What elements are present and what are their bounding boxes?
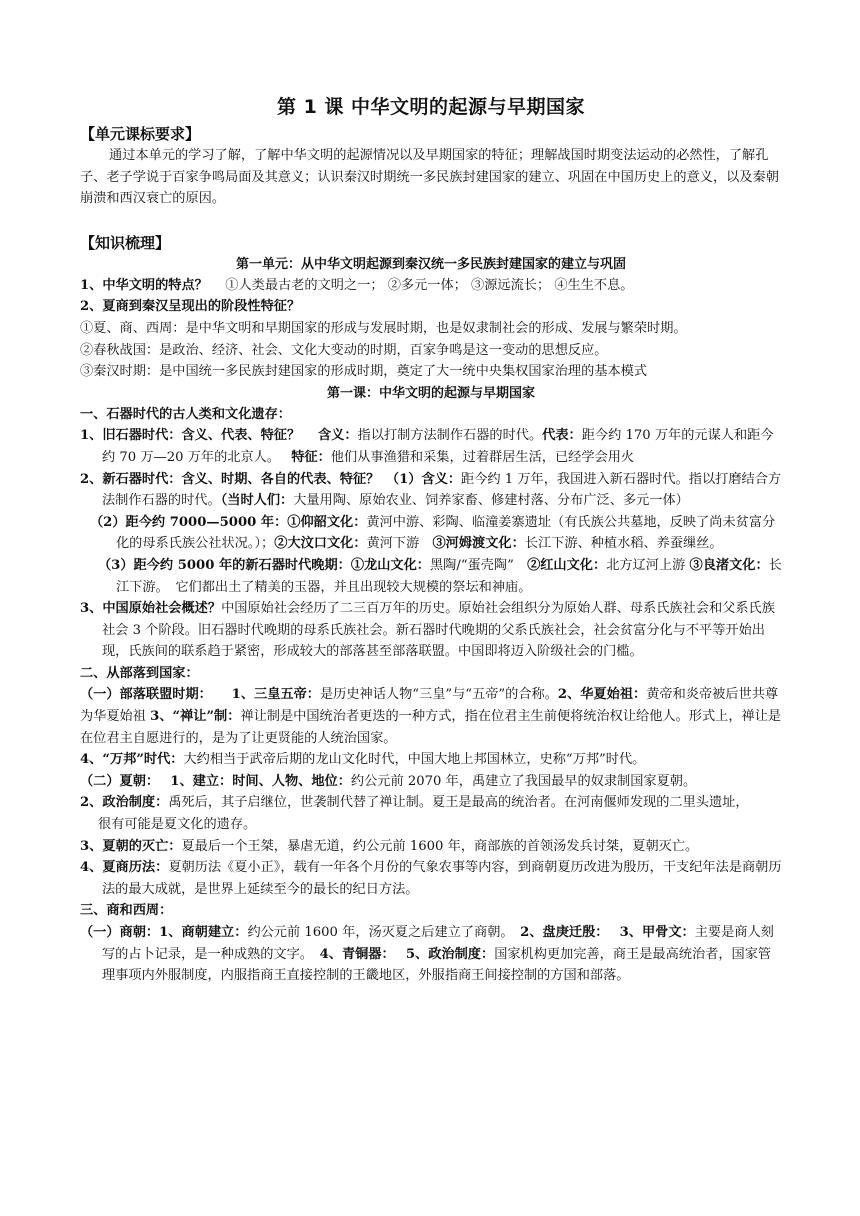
stage-spring-autumn: ②春秋战国：是政治、经济、社会、文化大变动的时期，百家争鸣是这一变动的思想反应。: [80, 342, 608, 358]
item-primitive-society: 3、中国原始社会概述？中国原始社会经历了二三百万年的历史。原始社会组织分为原始人群、母系氏族社会和父系氏族社会 3 个阶段。旧石器时代晚期的母系氏族社会。新石器时代晚期的父系氏族社会，社会贫富分化与不平等开始出现，氏族间的联系趋于紧密，形成较大的部落甚至部落联盟。中国即将迈入阶级社会的门槛。: [80, 601, 775, 660]
item-tribal-alliance: （一）部落联盟时期： 1、三皇五帝：是历史神话人物“三皇”与“五帝”的合称。2、华夏始祖：黄帝和炎帝被后世共尊为华夏始祖 3、“禅让”制：禅让制是中国统治者更迭的一种方式，指在位君主生前便将统治权让给他人。形式上，禅让是在位君主自愿进行的，是为了让更贤能的人统治国家。: [80, 687, 782, 746]
item-xia-fall: 3、夏朝的灭亡：夏最后一个王桀，暴虐无道，约公元前 1600 年，商部族的首领汤发兵讨桀，夏朝灭亡。: [80, 838, 699, 854]
item-shang: （一）商朝：1、商朝建立：约公元前 1600 年，汤灭夏之后建立了商朝。 2、盘庚迁殷： 3、甲骨文：主要是商人刻写的占卜记录，是一种成熟的文字。 4、青铜器： 5、政治制度：国家机构更加完善，商王是最高统治者，国家管理事项内外服制度，内服指商王直接控制的王畿地区，外服指商王间接控制的方国和部落。: [80, 925, 774, 984]
stage-xia-shang-zhou: ①夏、商、西周：是中华文明和早期国家的形成与发展时期，也是奴隶制社会的形成、发展与繁荣时期。: [80, 320, 687, 336]
item-xia-politics: 2、政治制度：禹死后，其子启继位，世袭制代替了禅让制。夏王是最高的统治者。在河南偃师发现的二里头遗址，: [80, 795, 749, 811]
section-3-heading: 三、商和西周：: [80, 903, 173, 919]
item-neolithic-period-3: （3）距今约 5000 年的新石器时代晚期：①龙山文化：黑陶/“蛋壳陶” ②红山文化：北方辽河上游 ③良渚文化：长江下游。 它们都出土了精美的玉器，并且出现较大规模的祭坛和神庙。: [98, 557, 782, 595]
item-xia-founding: （二）夏朝： 1、建立：时间、人物、地位：约公元前 2070 年，禹建立了我国最早的奴隶制国家夏朝。: [80, 773, 697, 789]
section-1-heading: 一、石器时代的古人类和文化遗存：: [80, 406, 291, 422]
section-heading-requirements: 【单元课标要求】: [80, 125, 201, 143]
section-2-heading: 二、从部落到国家：: [80, 665, 199, 681]
spacer: [80, 210, 782, 232]
item-calendar: 4、夏商历法：夏朝历法《夏小正》，载有一年各个月份的气象农事等内容，到商朝夏历改进为殷历，干支纪年法是商朝历法的最大成就，是世界上延续至今的最长的纪日方法。: [80, 860, 782, 897]
item-xia-politics-cont: 很有可能是夏文化的遗存。: [98, 817, 257, 833]
item-neolithic: 2、新石器时代：含义、时期、各自的代表、特征？ （1）含义：距今约 1 万年，我国进入新石器时代。指以打磨结合方法制作石器的时代。（当时人们：大量用陶、原始农业、饲养家畜、修建村落、分布广泛、多元一体）: [80, 471, 782, 509]
section-heading-knowledge: 【知识梳理】: [80, 233, 171, 252]
item-neolithic-period-2: （2）距今约 7000—5000 年：①仰韶文化：黄河中游、彩陶、临潼姜寨遗址（有氏族公共墓地，反映了尚未贫富分化的母系氏族公社状况。）；②大汶口文化：黄河下游 ③河姆渡文化：长江下游、种植水稻、养蚕缫丝。: [90, 514, 776, 552]
lesson-title: 第一课：中华文明的起源与早期国家: [326, 385, 535, 401]
page-title: 第 1 课 中华文明的起源与早期国家: [276, 96, 586, 118]
unit-title: 第一单元：从中华文明起源到秦汉统一多民族封建国家的建立与巩固: [235, 256, 626, 272]
question-1: 1、中华文明的特点？ ①人类最古老的文明之一； ②多元一体； ③源远流长； ④生生不息。: [80, 277, 634, 293]
document-page: [80, 92, 782, 987]
requirements-paragraph: 通过本单元的学习了解，了解中华文明的起源情况以及早期国家的特征；理解战国时期变法运动的必然性，了解孔子、老子学说于百家争鸣局面及其意义；认识秦汉时期统一多民族封建国家的建立、巩固在中国历史上的意义，以及秦朝崩溃和西汉衰亡的原因。: [80, 148, 779, 207]
question-2: 2、夏商到秦汉呈现出的阶段性特征？: [80, 299, 301, 315]
stage-qin-han: ③秦汉时期：是中国统一多民族封建国家的形成时期，奠定了大一统中央集权国家治理的基本模式: [80, 364, 648, 380]
item-paleolithic: 1、旧石器时代：含义、代表、特征？ 含义：指以打制方法制作石器的时代。代表：距今约 170 万年的元谋人和距今约 70 万—20 万年的北京人。 特征：他们从事渔猎和采集，过着群居生活，已经学会用火: [80, 428, 774, 465]
item-wanbang: 4、“万邦”时代：大约相当于武帝后期的龙山文化时代，中国大地上邦国林立，史称“万邦”时代。: [80, 752, 646, 768]
